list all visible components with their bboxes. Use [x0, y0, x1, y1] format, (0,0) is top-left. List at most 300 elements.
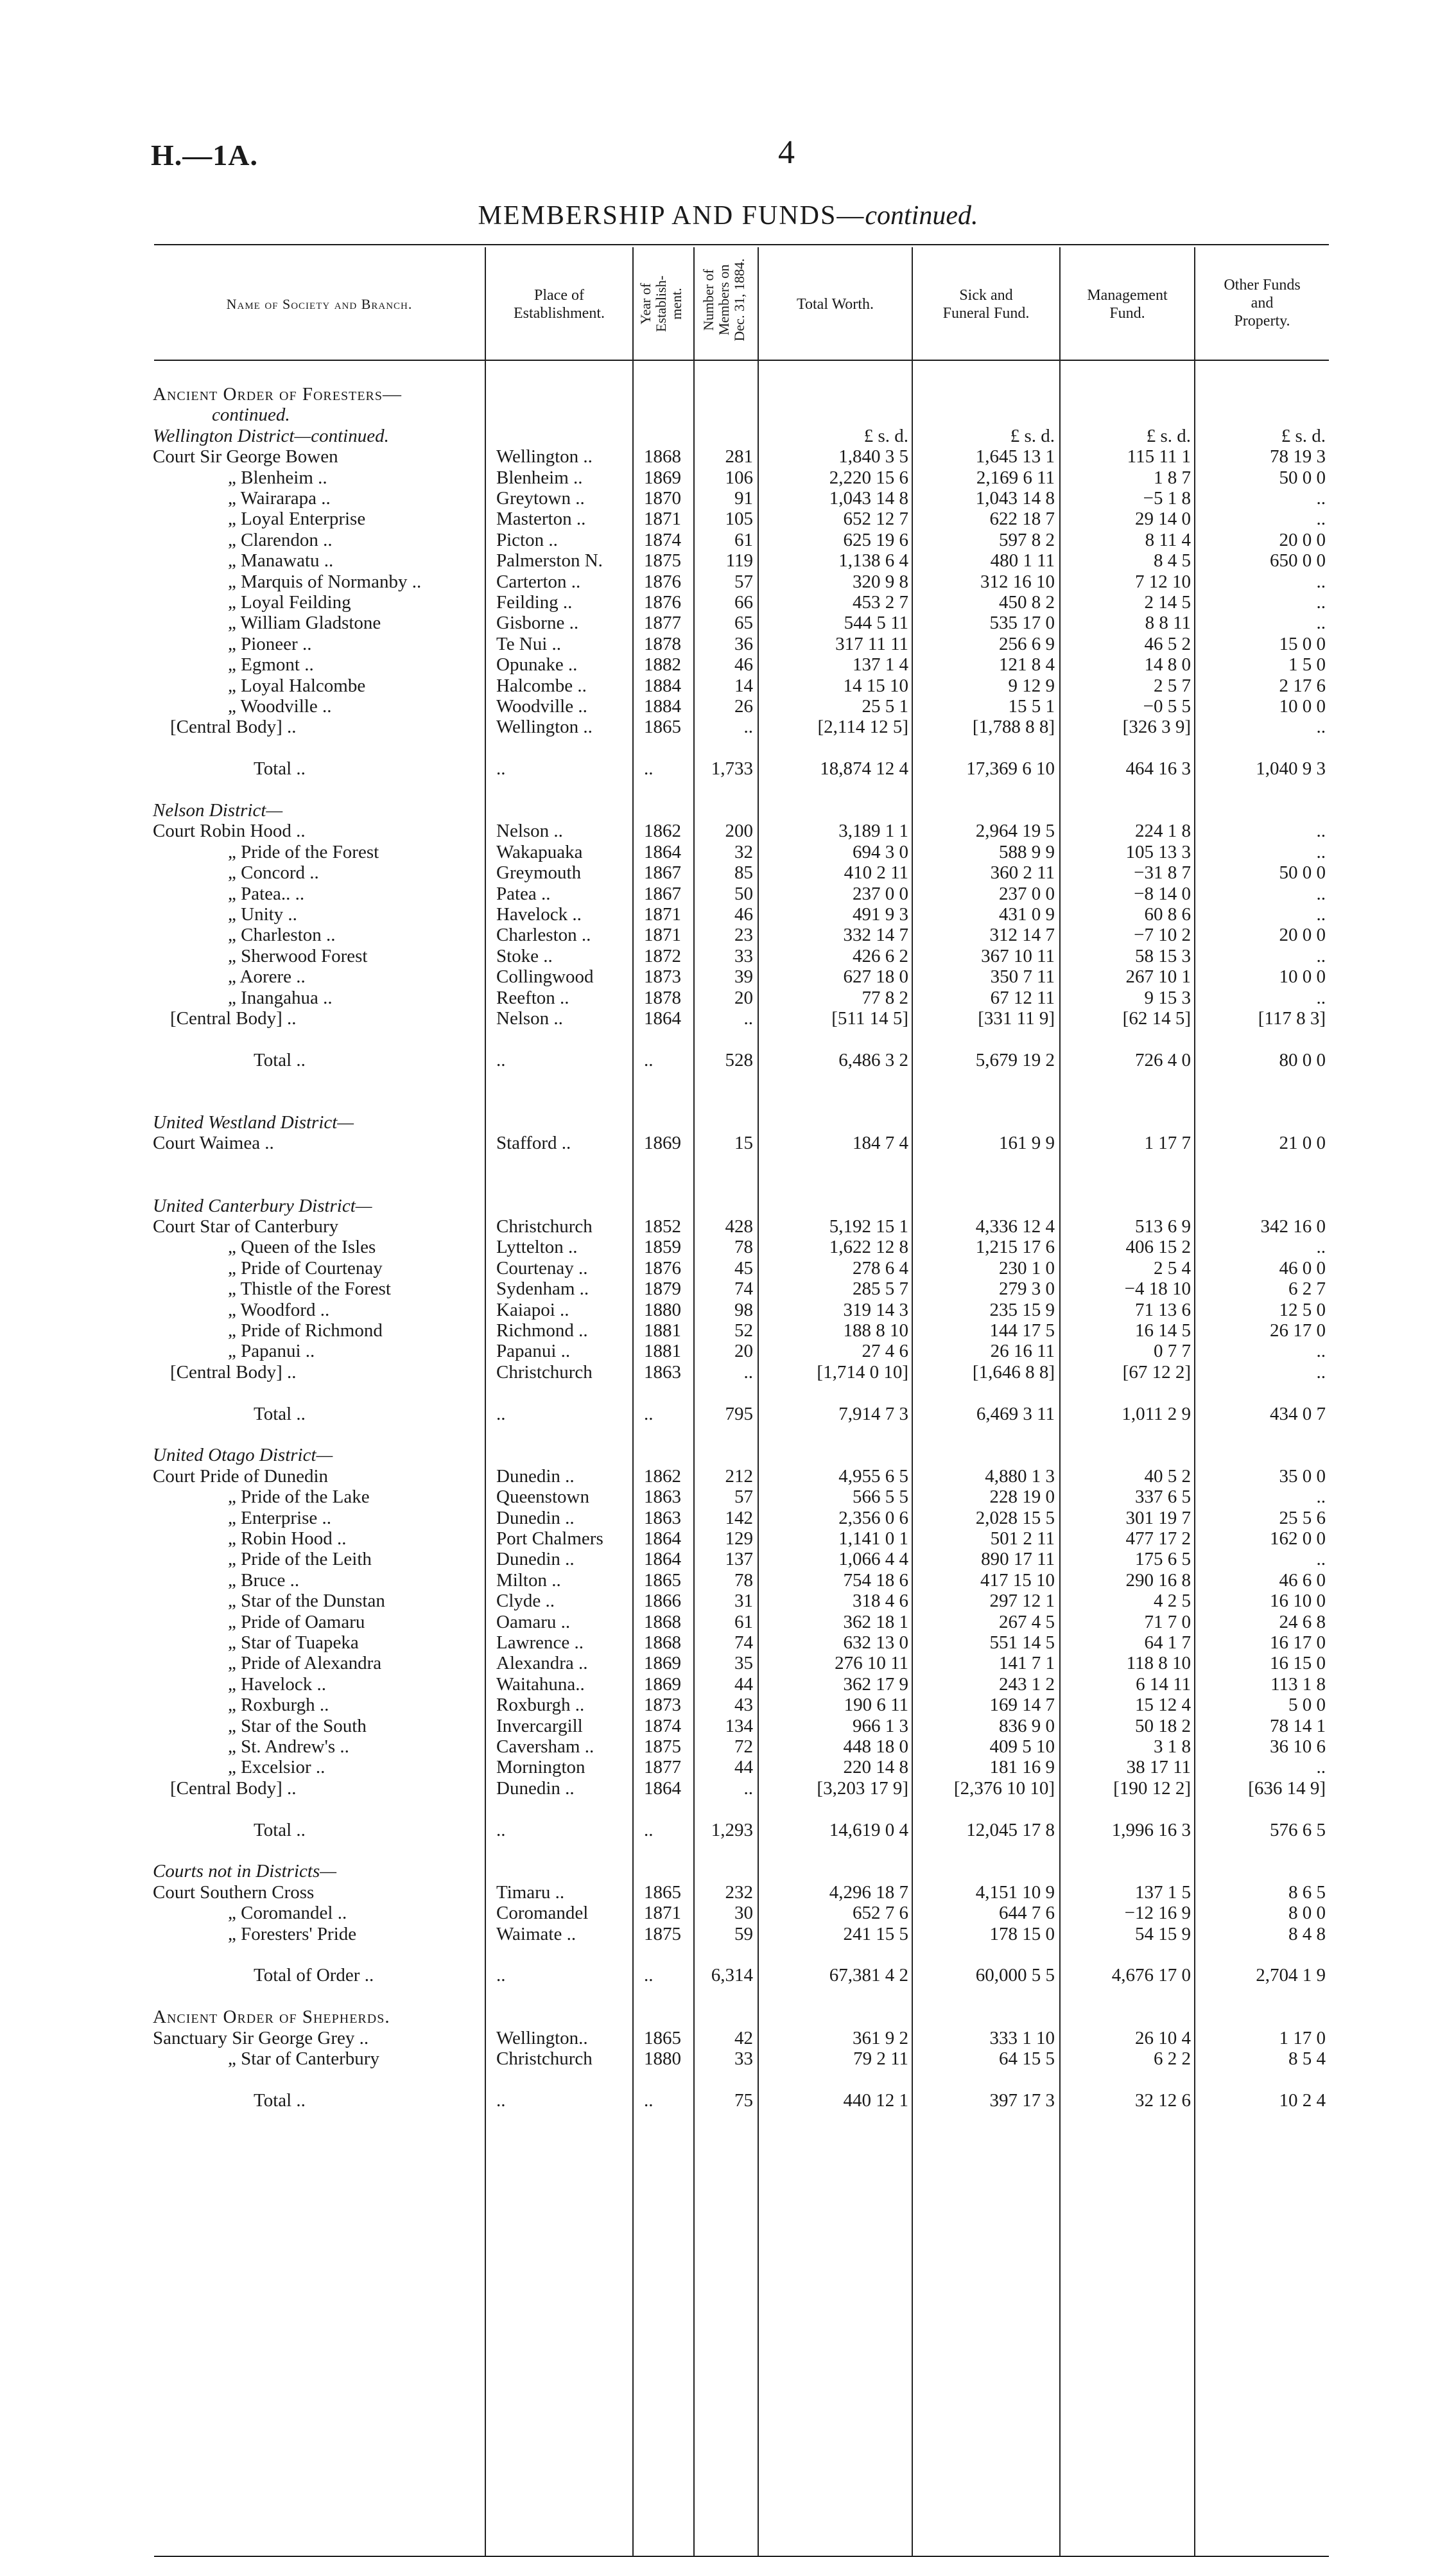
cell-sick: 12,045 17 8	[966, 1820, 1055, 1840]
column-header-other-line: Other Funds	[1224, 277, 1301, 293]
cell-sick: 333 1 10	[989, 2028, 1055, 2048]
cell-other: ..	[1316, 1487, 1326, 1507]
cell-mgmt: 38 17 11	[1126, 1757, 1191, 1777]
cell-place: Stafford ..	[496, 1133, 571, 1153]
cell-worth: 285 5 7	[853, 1278, 908, 1299]
cell-mgmt: [190 12 2]	[1113, 1778, 1191, 1799]
section-heading	[0, 800, 1456, 821]
table-row	[0, 654, 1456, 675]
cell-place: Charleston ..	[496, 925, 591, 945]
cell-other: ..	[1316, 1757, 1326, 1777]
cell-year: 1875	[644, 550, 681, 571]
row-name: „ Blenheim ..	[228, 467, 327, 488]
row-name: „ Star of Tuapeka	[228, 1632, 359, 1653]
cell-year: 1882	[644, 654, 681, 675]
cell-year: 1871	[644, 1903, 681, 1923]
cell-mgmt: 118 8 10	[1126, 1653, 1191, 1673]
cell-other: 36 10 6	[1270, 1736, 1326, 1757]
row-name: „ Loyal Halcombe	[228, 676, 366, 696]
row-name: „ Aorere ..	[228, 966, 306, 987]
cell-sick: 256 6 9	[999, 634, 1055, 654]
cell-worth: 3,189 1 1	[838, 821, 908, 841]
cell-year: 1863	[644, 1508, 681, 1528]
section-heading	[0, 1861, 1456, 1881]
cell-other: 1 5 0	[1288, 654, 1326, 675]
cell-sick: 836 9 0	[999, 1716, 1055, 1736]
cell-worth: 276 10 11	[835, 1653, 908, 1673]
cell-other: ..	[1316, 613, 1326, 633]
cell-sick: 644 7 6	[999, 1903, 1055, 1923]
cell-worth: [3,203 17 9]	[817, 1778, 908, 1799]
cell-year: 1877	[644, 1757, 681, 1777]
row-name: Total ..	[254, 1820, 306, 1840]
cell-other: £ s. d.	[1281, 426, 1326, 446]
cell-other: 8 4 8	[1288, 1924, 1326, 1944]
table-row	[0, 884, 1456, 904]
cell-num: 52	[734, 1320, 753, 1341]
cell-sick: [2,376 10 10]	[953, 1778, 1055, 1799]
cell-place: Wellington ..	[496, 446, 593, 467]
table-row	[0, 1716, 1456, 1736]
cell-sick: 551 14 5	[989, 1632, 1055, 1653]
cell-num: 212	[725, 1466, 753, 1487]
cell-place: Nelson ..	[496, 1008, 563, 1029]
row-name: „ Thistle of the Forest	[228, 1278, 391, 1299]
table-row	[0, 676, 1456, 696]
row-name: Court Waimea ..	[153, 1133, 274, 1153]
cell-year: 1875	[644, 1736, 681, 1757]
table-row	[0, 904, 1456, 925]
cell-sick: 1,043 14 8	[975, 488, 1055, 509]
cell-num: 74	[734, 1278, 753, 1299]
cell-mgmt: 290 16 8	[1125, 1570, 1191, 1591]
row-name: Ancient Order of Shepherds.	[153, 2007, 390, 2027]
cell-num: 36	[734, 634, 753, 654]
cell-year: 1878	[644, 988, 681, 1008]
table-row	[0, 1882, 1456, 1903]
table-row	[0, 1216, 1456, 1237]
cell-sick: 121 8 4	[999, 654, 1055, 675]
row-name: United Otago District—	[153, 1445, 333, 1465]
cell-worth: 319 14 3	[843, 1300, 908, 1320]
cell-place: Dunedin ..	[496, 1778, 575, 1799]
cell-place: ..	[496, 1820, 506, 1840]
cell-year: ..	[644, 1404, 654, 1424]
cell-other: 50 0 0	[1279, 467, 1326, 488]
cell-worth: 77 8 2	[862, 988, 908, 1008]
cell-worth: 188 8 10	[843, 1320, 908, 1341]
cell-worth: 627 18 0	[843, 966, 908, 987]
cell-year: 1878	[644, 634, 681, 654]
cell-other: 2,704 1 9	[1256, 1965, 1326, 1985]
cell-sick: 588 9 9	[999, 842, 1055, 862]
cell-other: 5 0 0	[1288, 1695, 1326, 1715]
cell-num: 91	[734, 488, 753, 509]
row-name: Court Sir George Bowen	[153, 446, 338, 467]
cell-mgmt: £ s. d.	[1146, 426, 1191, 446]
cell-year: 1862	[644, 1466, 681, 1487]
section-heading	[0, 1112, 1456, 1133]
cell-other: 8 6 5	[1288, 1882, 1326, 1903]
cell-year: 1876	[644, 1258, 681, 1278]
table-row	[0, 1695, 1456, 1715]
table-row	[0, 1591, 1456, 1611]
column-header-sick-line: Funeral Fund.	[942, 305, 1030, 322]
column-header-other-funds	[1195, 276, 1329, 330]
cell-mgmt: 9 15 3	[1144, 988, 1191, 1008]
table-row	[0, 613, 1456, 633]
row-name: Total ..	[254, 1050, 306, 1070]
cell-other: 10 0 0	[1279, 696, 1326, 717]
cell-mgmt: 16 14 5	[1135, 1320, 1191, 1341]
cell-year: 1872	[644, 946, 681, 966]
cell-worth: 1,622 12 8	[829, 1237, 908, 1257]
total-row	[0, 1050, 1456, 1070]
cell-place: ..	[496, 1404, 506, 1424]
cell-year: ..	[644, 1050, 654, 1070]
row-name: „ Robin Hood ..	[228, 1528, 347, 1549]
cell-year: 1880	[644, 2048, 681, 2069]
cell-mgmt: 54 15 9	[1135, 1924, 1191, 1944]
cell-place: Queenstown	[496, 1487, 589, 1507]
cell-year: ..	[644, 1965, 654, 1985]
cell-year: 1884	[644, 676, 681, 696]
cell-sick: 367 10 11	[981, 946, 1055, 966]
cell-mgmt: −31 8 7	[1134, 862, 1191, 883]
table-row	[0, 1757, 1456, 1777]
cell-other: 434 0 7	[1270, 1404, 1326, 1424]
total-row	[0, 1404, 1456, 1424]
cell-worth: 6,486 3 2	[838, 1050, 908, 1070]
table-row	[0, 2028, 1456, 2048]
row-name: „ Pride of Oamaru	[228, 1612, 365, 1632]
cell-sick: 535 17 0	[989, 613, 1055, 633]
row-name: „ Pride of the Forest	[228, 842, 379, 862]
cell-worth: 220 14 8	[843, 1757, 908, 1777]
table-row	[0, 1903, 1456, 1923]
cell-mgmt: 0 7 7	[1154, 1341, 1191, 1361]
cell-year: 1862	[644, 821, 681, 841]
row-name: „ Coromandel ..	[228, 1903, 347, 1923]
cell-mgmt: −0 5 5	[1143, 696, 1191, 717]
cell-mgmt: 1 17 7	[1144, 1133, 1191, 1153]
cell-worth: 652 12 7	[843, 509, 908, 529]
row-name: „ Queen of the Isles	[228, 1237, 376, 1257]
cell-year: 1864	[644, 1778, 681, 1799]
cell-other: 15 0 0	[1279, 634, 1326, 654]
cell-other: 78 14 1	[1270, 1716, 1326, 1736]
cell-other: [117 8 3]	[1258, 1008, 1326, 1029]
cell-place: Feilding ..	[496, 592, 573, 613]
cell-mgmt: 224 1 8	[1135, 821, 1191, 841]
cell-sick: 2,169 6 11	[976, 467, 1055, 488]
cell-other: 10 2 4	[1279, 2090, 1326, 2111]
cell-mgmt: 40 5 2	[1144, 1466, 1191, 1487]
cell-mgmt: 71 7 0	[1144, 1612, 1191, 1632]
cell-other: 16 17 0	[1270, 1632, 1326, 1653]
cell-place: Christchurch	[496, 1362, 593, 1383]
page-title-main: MEMBERSHIP AND FUNDS—	[478, 201, 865, 231]
cell-place: Dunedin ..	[496, 1549, 575, 1569]
row-name: United Canterbury District—	[153, 1196, 372, 1216]
cell-other: ..	[1316, 717, 1326, 737]
column-header-place-line: Place of	[534, 287, 584, 304]
cell-num: 43	[734, 1695, 753, 1715]
column-header-members-line: Number of	[700, 269, 716, 331]
cell-num: 46	[734, 654, 753, 675]
cell-sick: 4,336 12 4	[975, 1216, 1055, 1237]
cell-mgmt: 60 8 6	[1144, 904, 1191, 925]
total-row	[0, 1820, 1456, 1840]
cell-num: 428	[725, 1216, 753, 1237]
cell-sick: 26 16 11	[990, 1341, 1055, 1361]
cell-place: Courtenay ..	[496, 1258, 588, 1278]
row-name: [Central Body] ..	[170, 1362, 297, 1383]
cell-place: Caversham ..	[496, 1736, 594, 1757]
table-row	[0, 530, 1456, 550]
table-row	[0, 1632, 1456, 1653]
cell-num: 14	[734, 676, 753, 696]
cell-other: ..	[1316, 842, 1326, 862]
cell-mgmt: 6 14 11	[1136, 1674, 1191, 1695]
cell-mgmt: 71 13 6	[1135, 1300, 1191, 1320]
row-name: „ Patea.. ..	[228, 884, 305, 904]
cell-other: 35 0 0	[1279, 1466, 1326, 1487]
cell-year: 1873	[644, 966, 681, 987]
cell-place: Opunake ..	[496, 654, 578, 675]
cell-mgmt: 726 4 0	[1135, 1050, 1191, 1070]
row-name: „ Star of the South	[228, 1716, 367, 1736]
cell-place: Dunedin ..	[496, 1508, 575, 1528]
cell-year: 1865	[644, 1570, 681, 1591]
row-name: Courts not in Districts—	[153, 1861, 337, 1881]
cell-num: 20	[734, 1341, 753, 1361]
cell-other: 24 6 8	[1279, 1612, 1326, 1632]
cell-num: 98	[734, 1300, 753, 1320]
cell-sick: 235 15 9	[989, 1300, 1055, 1320]
cell-place: Picton ..	[496, 530, 558, 550]
cell-place: Blenheim ..	[496, 467, 583, 488]
cell-mgmt: 8 11 4	[1145, 530, 1191, 550]
cell-place: Te Nui ..	[496, 634, 562, 654]
cell-mgmt: 1 8 7	[1154, 467, 1191, 488]
cell-place: Oamaru ..	[496, 1612, 571, 1632]
cell-num: 1,293	[711, 1820, 753, 1840]
table-row	[0, 1736, 1456, 1757]
cell-sick: 350 7 11	[990, 966, 1055, 987]
cell-year: ..	[644, 758, 654, 779]
cell-place: Halcombe ..	[496, 676, 587, 696]
cell-mgmt: [67 12 2]	[1122, 1362, 1191, 1383]
cell-sick: 178 15 0	[989, 1924, 1055, 1944]
row-name: Wellington District—continued.	[153, 426, 389, 446]
cell-num: 50	[734, 884, 753, 904]
cell-year: 1871	[644, 509, 681, 529]
cell-sick: 161 9 9	[999, 1133, 1055, 1153]
row-name: Total ..	[254, 758, 306, 779]
column-header-members	[701, 245, 747, 354]
cell-mgmt: 137 1 5	[1135, 1882, 1191, 1903]
cell-worth: 625 19 6	[843, 530, 908, 550]
column-header-year-line: Year of	[637, 283, 654, 325]
cell-place: ..	[496, 758, 506, 779]
cell-worth: 14 15 10	[843, 676, 908, 696]
column-header-mgmt-line: Fund.	[1109, 305, 1145, 322]
cell-worth: 1,066 4 4	[838, 1549, 908, 1569]
cell-num: 119	[725, 550, 753, 571]
row-name: „ Foresters' Pride	[228, 1924, 357, 1944]
cell-worth: 237 0 0	[853, 884, 908, 904]
cell-place: Richmond ..	[496, 1320, 588, 1341]
cell-num: 61	[734, 530, 753, 550]
cell-sick: 4,880 1 3	[985, 1466, 1055, 1487]
cell-worth: 317 11 11	[835, 634, 908, 654]
table-row	[0, 1528, 1456, 1549]
cell-year: 1875	[644, 1924, 681, 1944]
cell-place: Nelson ..	[496, 821, 563, 841]
cell-other: 162 0 0	[1270, 1528, 1326, 1549]
cell-place: Reefton ..	[496, 988, 569, 1008]
cell-other: ..	[1316, 1549, 1326, 1569]
cell-year: 1863	[644, 1487, 681, 1507]
row-name: „ Loyal Enterprise	[228, 509, 366, 529]
cell-sick: 64 15 5	[999, 2048, 1055, 2069]
cell-num: 44	[734, 1757, 753, 1777]
cell-num: ..	[743, 1362, 753, 1383]
cell-other: 26 17 0	[1270, 1320, 1326, 1341]
table-row	[0, 946, 1456, 966]
cell-num: ..	[743, 717, 753, 737]
cell-num: 33	[734, 946, 753, 966]
cell-worth: 491 9 3	[853, 904, 908, 925]
table-row	[0, 1008, 1456, 1029]
cell-year: 1881	[644, 1341, 681, 1361]
cell-place: Waitahuna..	[496, 1674, 585, 1695]
column-header-name: Name of Society and Branch.	[226, 296, 413, 312]
cell-place: Patea ..	[496, 884, 551, 904]
cell-year: 1865	[644, 2028, 681, 2048]
cell-mgmt: 2 5 7	[1154, 676, 1191, 696]
table-row	[0, 488, 1456, 509]
row-name: United Westland District—	[153, 1112, 354, 1133]
cell-mgmt: 105 13 3	[1125, 842, 1191, 862]
cell-num: 46	[734, 904, 753, 925]
table-row	[0, 1674, 1456, 1695]
cell-worth: 25 5 1	[862, 696, 908, 717]
cell-sick: 397 17 3	[989, 2090, 1055, 2111]
cell-sick: 5,679 19 2	[975, 1050, 1055, 1070]
table-row	[0, 1320, 1456, 1341]
cell-mgmt: 337 6 5	[1135, 1487, 1191, 1507]
cell-year: 1876	[644, 592, 681, 613]
cell-num: 105	[725, 509, 753, 529]
cell-worth: 5,192 15 1	[829, 1216, 908, 1237]
cell-num: 32	[734, 842, 753, 862]
row-name: „ Pride of the Lake	[228, 1487, 370, 1507]
row-name: [Central Body] ..	[170, 717, 297, 737]
table-row	[0, 446, 1456, 467]
cell-place: Port Chalmers	[496, 1528, 603, 1549]
cell-worth: 440 12 1	[843, 2090, 908, 2111]
cell-place: Wellington..	[496, 2028, 588, 2048]
cell-num: 39	[734, 966, 753, 987]
table-row	[0, 842, 1456, 862]
cell-place: Greymouth	[496, 862, 582, 883]
cell-mgmt: 267 10 1	[1125, 966, 1191, 987]
cell-num: 57	[734, 1487, 753, 1507]
row-name: „ Woodford ..	[228, 1300, 330, 1320]
cell-num: 65	[734, 613, 753, 633]
cell-year: ..	[644, 2090, 654, 2111]
row-name: „ Star of Canterbury	[228, 2048, 379, 2069]
cell-other: ..	[1316, 904, 1326, 925]
cell-sick: 230 1 0	[999, 1258, 1055, 1278]
table-row	[0, 1508, 1456, 1528]
cell-num: 134	[725, 1716, 753, 1736]
cell-num: 137	[725, 1549, 753, 1569]
cell-other: 576 6 5	[1270, 1820, 1326, 1840]
row-name: „ Pride of Richmond	[228, 1320, 383, 1341]
cell-worth: 27 4 6	[862, 1341, 908, 1361]
row-name: Nelson District—	[153, 800, 283, 821]
row-name: Sanctuary Sir George Grey ..	[153, 2028, 369, 2048]
cell-year: 1870	[644, 488, 681, 509]
row-name: „ Pride of Courtenay	[228, 1258, 383, 1278]
cell-sick: 141 7 1	[999, 1653, 1055, 1673]
cell-sick: 312 14 7	[989, 925, 1055, 945]
table-row	[0, 696, 1456, 717]
cell-worth: £ s. d.	[863, 426, 908, 446]
cell-other: ..	[1316, 884, 1326, 904]
cell-worth: 448 18 0	[843, 1736, 908, 1757]
cell-other: 80 0 0	[1279, 1050, 1326, 1070]
cell-sick: [1,646 8 8]	[972, 1362, 1055, 1383]
cell-year: 1866	[644, 1591, 681, 1611]
row-name: „ Pride of Alexandra	[228, 1653, 382, 1673]
cell-place: Stoke ..	[496, 946, 553, 966]
cell-sick: 2,964 19 5	[975, 821, 1055, 841]
column-header-total-worth: Total Worth.	[797, 296, 874, 313]
section-heading	[0, 2007, 1456, 2027]
cell-worth: 190 6 11	[844, 1695, 908, 1715]
cell-worth: 4,296 18 7	[829, 1882, 908, 1903]
cell-year: ..	[644, 1820, 654, 1840]
cell-worth: 241 15 5	[843, 1924, 908, 1944]
cell-worth: 754 18 6	[843, 1570, 908, 1591]
table-row	[0, 1549, 1456, 1569]
cell-other: ..	[1316, 1362, 1326, 1383]
cell-num: 78	[734, 1570, 753, 1591]
cell-place: Wellington ..	[496, 717, 593, 737]
cell-worth: 320 9 8	[853, 572, 908, 592]
row-name: Ancient Order of Foresters—	[153, 384, 403, 405]
cell-worth: 453 2 7	[853, 592, 908, 613]
cell-num: 66	[734, 592, 753, 613]
section-heading	[0, 1196, 1456, 1216]
cell-other: 2 17 6	[1279, 676, 1326, 696]
row-name: [Central Body] ..	[170, 1008, 297, 1029]
table-row	[0, 1278, 1456, 1299]
cell-other: ..	[1316, 1341, 1326, 1361]
table-row	[0, 467, 1456, 488]
cell-other: 50 0 0	[1279, 862, 1326, 883]
cell-other: [636 14 9]	[1248, 1778, 1326, 1799]
row-name: „ Egmont ..	[228, 654, 314, 675]
cell-other: 650 0 0	[1270, 550, 1326, 571]
cell-sick: 480 1 11	[990, 550, 1055, 571]
cell-year: 1868	[644, 446, 681, 467]
cell-year: 1868	[644, 1632, 681, 1653]
